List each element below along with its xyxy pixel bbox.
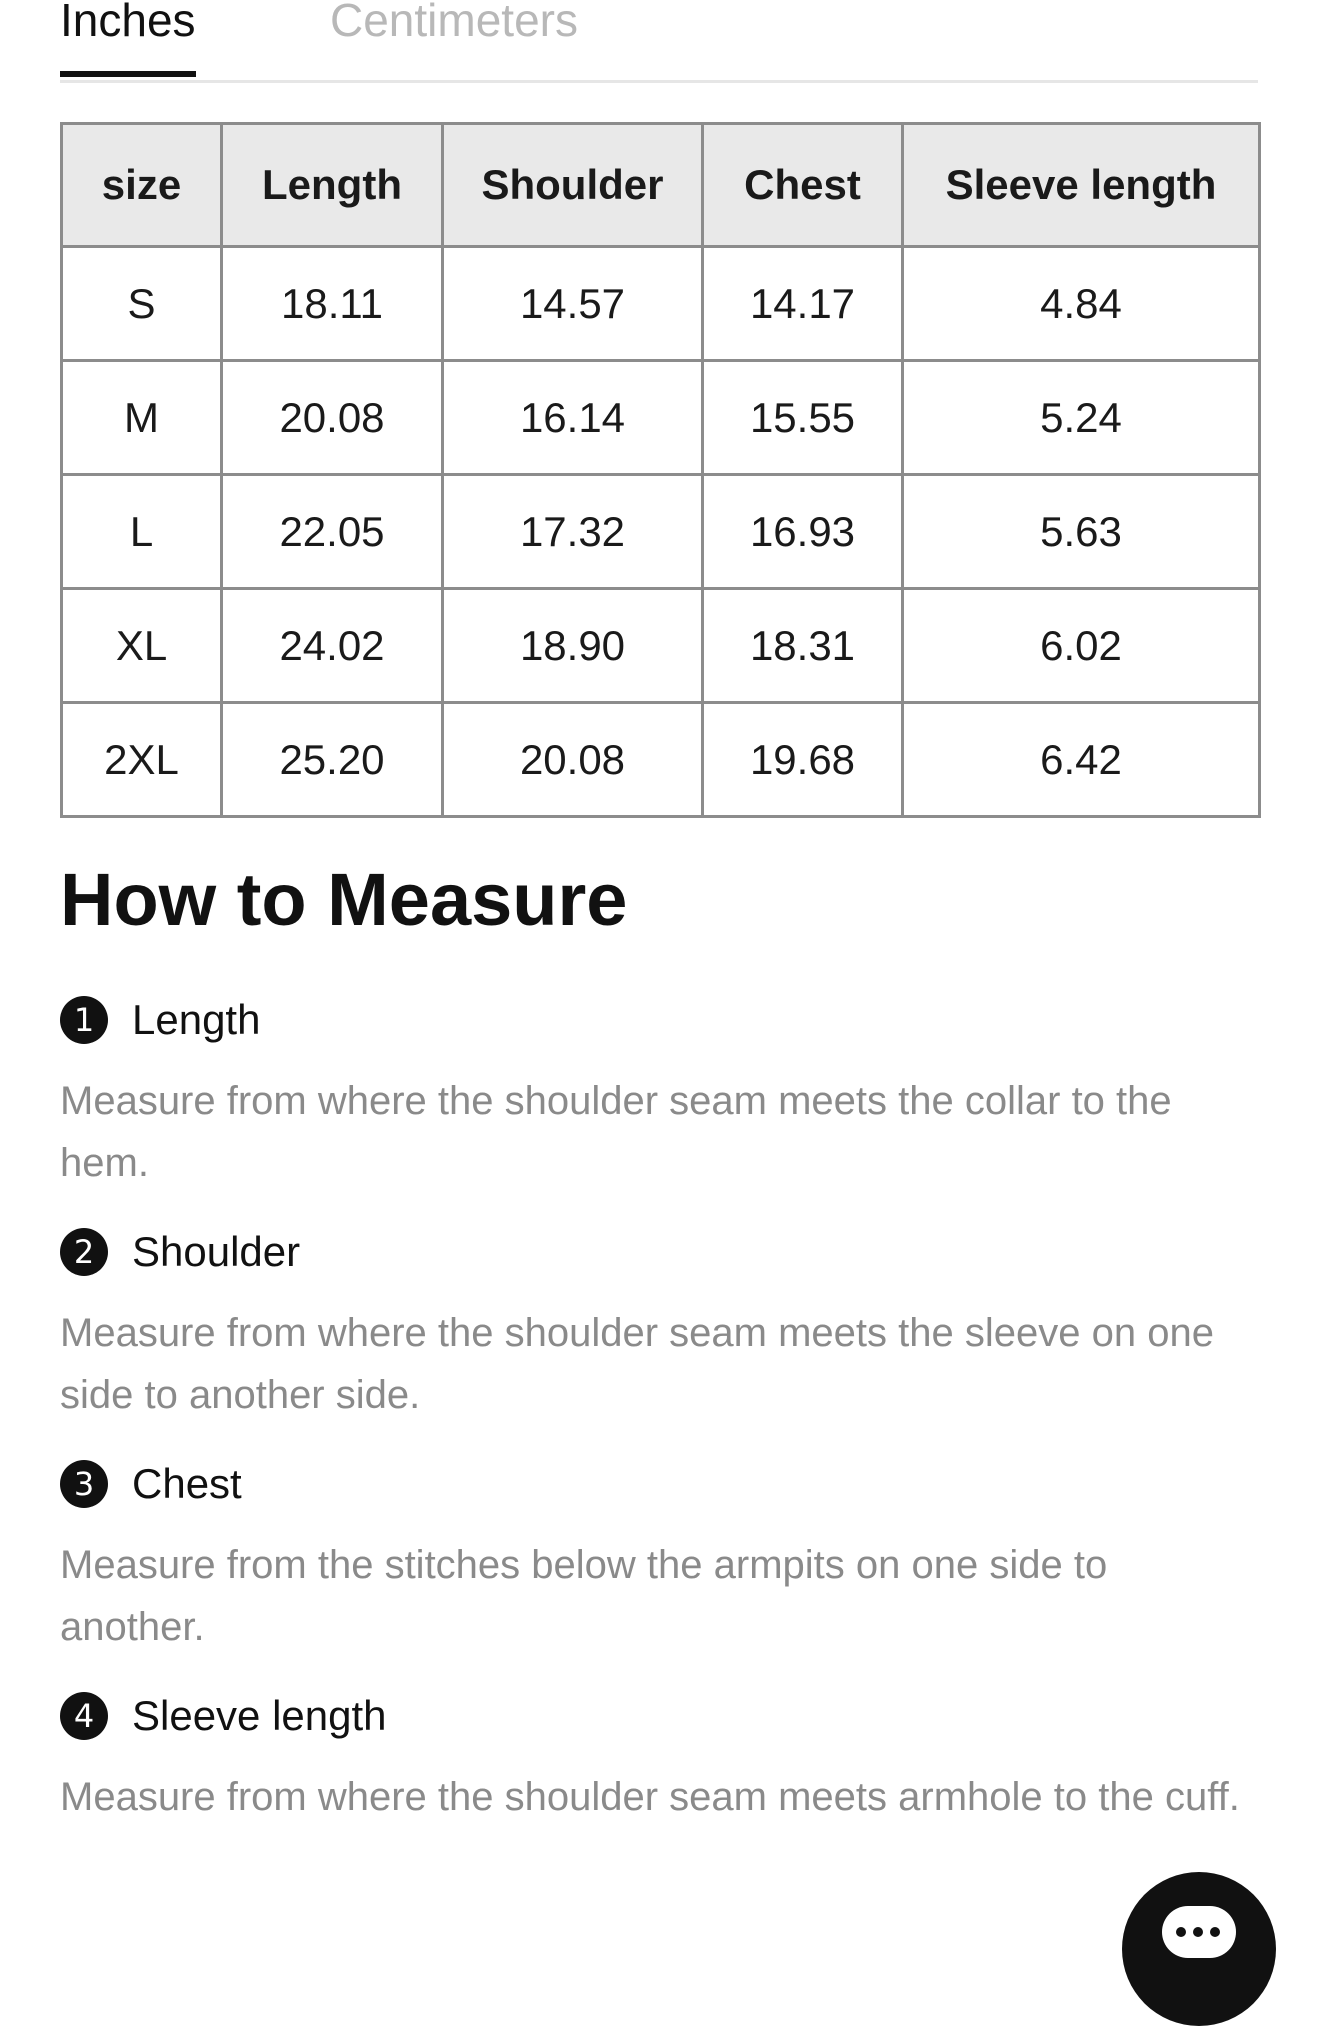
table-row xyxy=(62,361,1260,475)
measure-step-chest xyxy=(60,1454,1258,1658)
cell-shoulder: 20.08 xyxy=(443,703,703,817)
cell-shoulder: 17.32 xyxy=(443,475,703,589)
table-row xyxy=(62,703,1260,817)
tab-inches[interactable]: Inches xyxy=(60,0,196,50)
chat-button[interactable] xyxy=(1122,1872,1276,2026)
header-length: Length xyxy=(222,124,443,247)
header-size: size xyxy=(62,124,222,247)
step-number-badge: 4 xyxy=(60,1692,108,1740)
header-sleeve-length: Sleeve length xyxy=(903,124,1260,247)
step-description: Measure from where the shoulder seam meets the sleeve on one side to another side. xyxy=(60,1311,1214,1417)
cell-chest: 15.55 xyxy=(703,361,903,475)
step-name: Chest xyxy=(132,1460,242,1507)
table-header-row xyxy=(62,124,1260,247)
cell-size: L xyxy=(62,475,222,589)
measure-step-sleeve-length xyxy=(60,1686,1258,1828)
step-number-badge: 1 xyxy=(60,996,108,1044)
cell-length: 18.11 xyxy=(222,247,443,361)
cell-chest: 14.17 xyxy=(703,247,903,361)
size-chart-table xyxy=(60,122,1261,818)
cell-size: M xyxy=(62,361,222,475)
header-shoulder: Shoulder xyxy=(443,124,703,247)
cell-chest: 18.31 xyxy=(703,589,903,703)
cell-shoulder: 18.90 xyxy=(443,589,703,703)
tab-centimeters[interactable]: Centimeters xyxy=(330,0,578,46)
step-description: Measure from where the shoulder seam meets armhole to the cuff. xyxy=(60,1775,1240,1819)
cell-length: 20.08 xyxy=(222,361,443,475)
header-chest: Chest xyxy=(703,124,903,247)
measure-step-length xyxy=(60,990,1258,1194)
cell-length: 25.20 xyxy=(222,703,443,817)
cell-length: 24.02 xyxy=(222,589,443,703)
step-description: Measure from the stitches below the armpits on one side to another. xyxy=(60,1543,1108,1649)
cell-sleeve-length: 5.24 xyxy=(903,361,1260,475)
measure-steps xyxy=(60,990,1258,1856)
step-number-badge: 2 xyxy=(60,1228,108,1276)
table-row xyxy=(62,589,1260,703)
cell-sleeve-length: 6.02 xyxy=(903,589,1260,703)
cell-sleeve-length: 4.84 xyxy=(903,247,1260,361)
step-name: Length xyxy=(132,996,261,1043)
cell-sleeve-length: 6.42 xyxy=(903,703,1260,817)
step-description: Measure from where the shoulder seam meets the collar to the hem. xyxy=(60,1079,1172,1185)
chat-bubble-icon xyxy=(1162,1906,1236,1958)
table-row xyxy=(62,247,1260,361)
step-name: Sleeve length xyxy=(132,1692,387,1739)
how-to-measure-title: How to Measure xyxy=(60,858,628,941)
measure-step-shoulder xyxy=(60,1222,1258,1426)
cell-size: S xyxy=(62,247,222,361)
cell-sleeve-length: 5.63 xyxy=(903,475,1260,589)
cell-chest: 19.68 xyxy=(703,703,903,817)
unit-tabs xyxy=(60,0,1258,83)
cell-chest: 16.93 xyxy=(703,475,903,589)
cell-shoulder: 16.14 xyxy=(443,361,703,475)
cell-size: 2XL xyxy=(62,703,222,817)
cell-shoulder: 14.57 xyxy=(443,247,703,361)
step-name: Shoulder xyxy=(132,1228,301,1275)
cell-length: 22.05 xyxy=(222,475,443,589)
cell-size: XL xyxy=(62,589,222,703)
table-row xyxy=(62,475,1260,589)
step-number-badge: 3 xyxy=(60,1460,108,1508)
